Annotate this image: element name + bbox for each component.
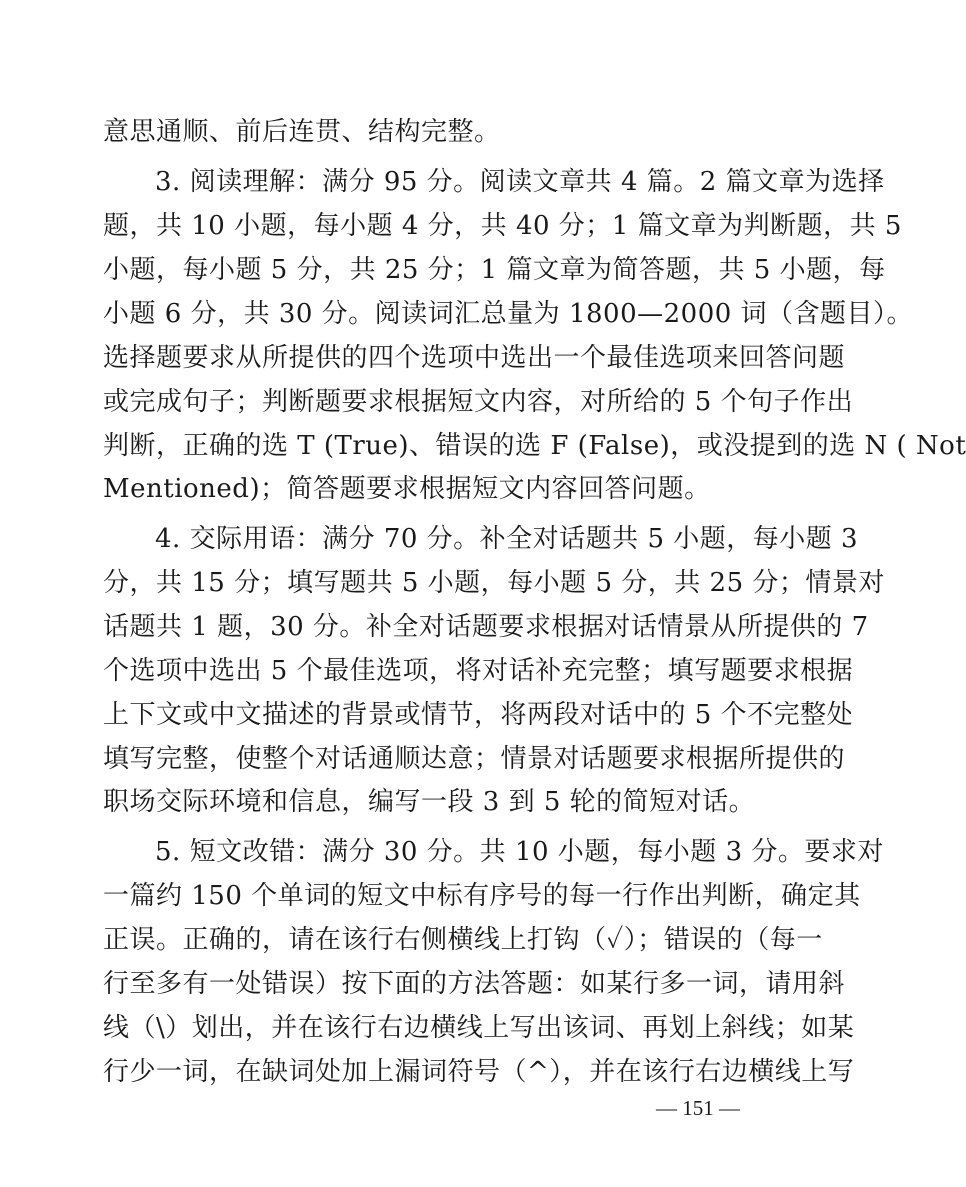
text-line: 或完成句子；判断题要求根据短文内容，对所给的 5 个句子作出 xyxy=(103,387,854,417)
text-line: 4. 交际用语：满分 70 分。补全对话题共 5 小题，每小题 3 xyxy=(155,524,859,554)
text-line: 个选项中选出 5 个最佳选项，将对话补充完整；填写题要求根据 xyxy=(103,656,854,686)
text-line: 小题 6 分，共 30 分。阅读词汇总量为 1800—2000 词（含题目）。 xyxy=(103,299,914,329)
text-line: Mentioned)；简答题要求根据短文内容回答问题。 xyxy=(103,474,711,504)
text-line: 线（\）划出，并在该行右边横线上写出该词、再划上斜线；如某 xyxy=(103,1013,855,1043)
text-line: 填写完整，使整个对话通顺达意；情景对话题要求根据所提供的 xyxy=(103,744,846,774)
text-line: 小题，每小题 5 分，共 25 分；1 篇文章为简答题，共 5 小题，每 xyxy=(103,255,886,285)
text-line: 意思通顺、前后连贯、结构完整。 xyxy=(103,117,501,147)
page-number: — 151 — xyxy=(656,1096,740,1120)
text-line: 行少一词，在缺词处加上漏词符号（^），并在该行右边横线上写 xyxy=(103,1057,855,1087)
text-line: 判断，正确的选 T (True)、错误的选 F (False)，或没提到的选 N ( Not xyxy=(103,431,966,461)
text-line: 选择题要求从所提供的四个选项中选出一个最佳选项来回答问题 xyxy=(103,343,846,373)
text-line: 职场交际环境和信息，编写一段 3 到 5 轮的简短对话。 xyxy=(103,787,756,817)
text-line: 一篇约 150 个单词的短文中标有序号的每一行作出判断，确定其 xyxy=(103,881,861,911)
text-line: 分，共 15 分；填写题共 5 小题，每小题 5 分，共 25 分；情景对 xyxy=(103,568,885,598)
text-line: 题，共 10 小题，每小题 4 分，共 40 分；1 篇文章为判断题，共 5 xyxy=(103,211,902,241)
text-line: 正误。正确的，请在该行右侧横线上打钩（✓）；错误的（每一 xyxy=(103,925,823,955)
text-line: 上下文或中文描述的背景或情节，将两段对话中的 5 个不完整处 xyxy=(103,700,854,730)
text-line: 行至多有一处错误）按下面的方法答题：如某行多一词，请用斜 xyxy=(103,969,846,999)
text-line: 5. 短文改错：满分 30 分。共 10 小题，每小题 3 分。要求对 xyxy=(155,837,884,867)
text-line: 话题共 1 题，30 分。补全对话题要求根据对话情景从所提供的 7 xyxy=(103,612,869,642)
text-line: 3. 阅读理解：满分 95 分。阅读文章共 4 篇。2 篇文章为选择 xyxy=(155,167,885,197)
